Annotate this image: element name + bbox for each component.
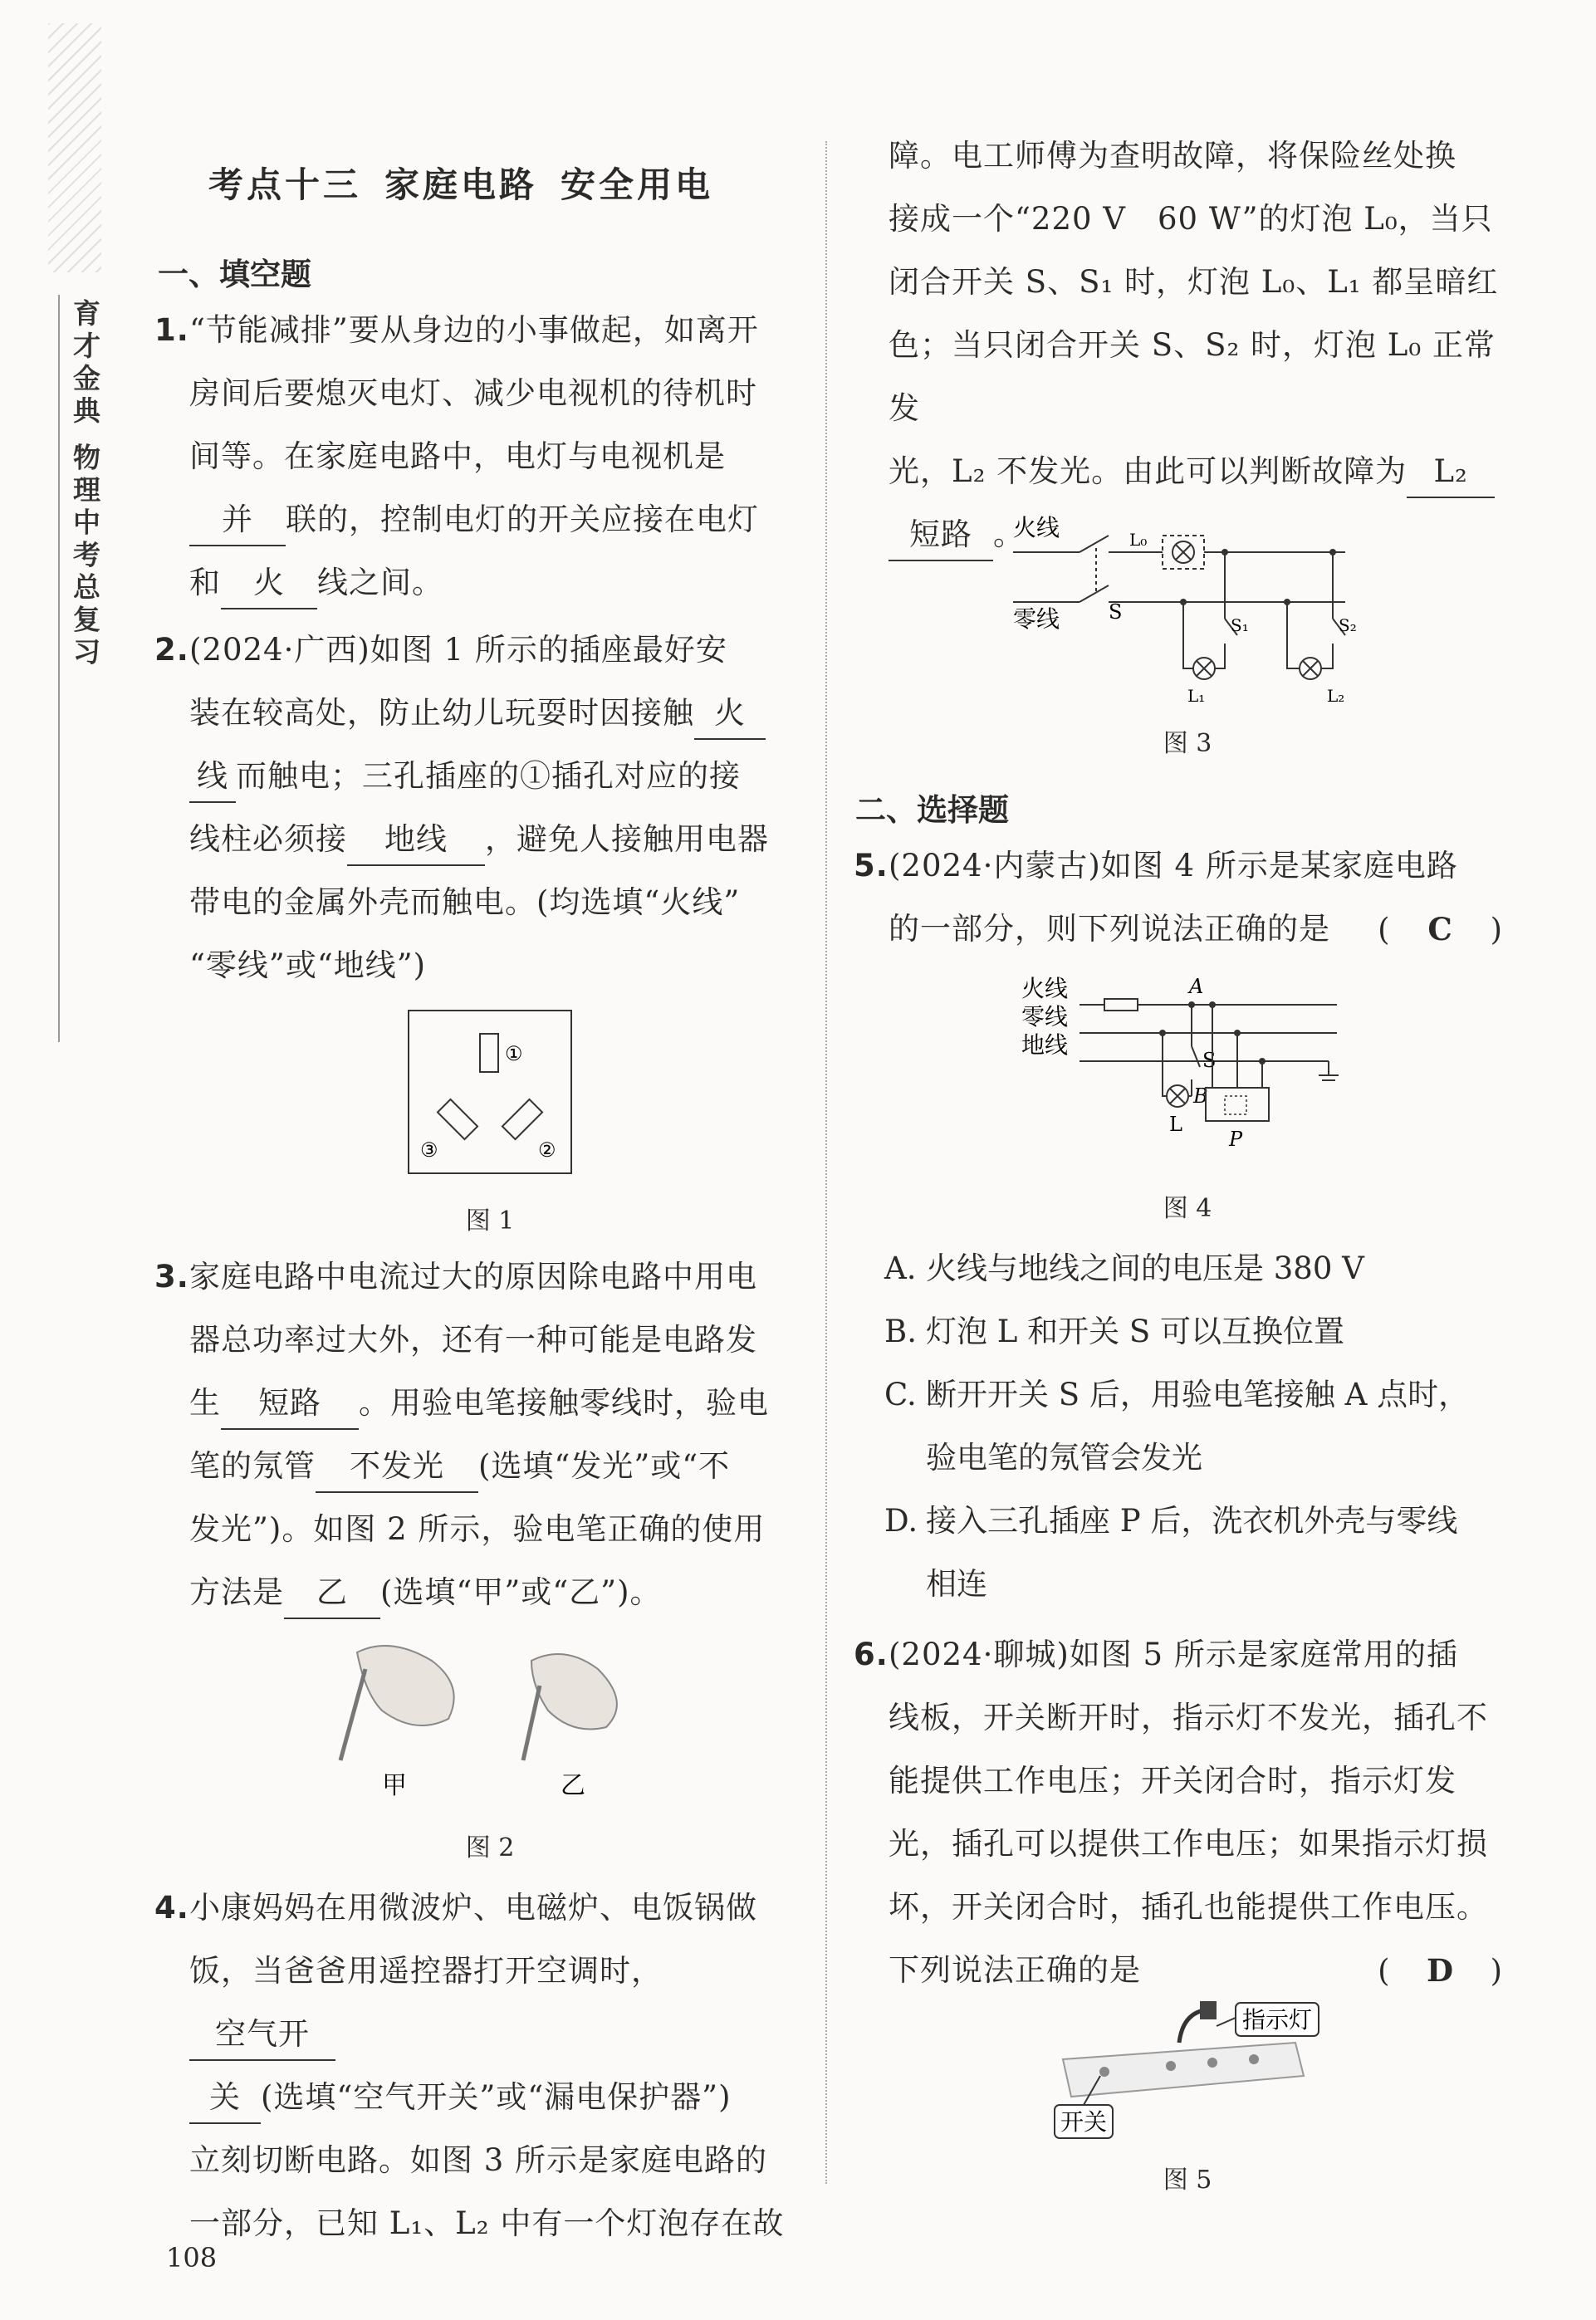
answer-blank: 火 (221, 558, 317, 609)
svg-text:①: ① (505, 1042, 523, 1065)
answer-blank: 地线 (347, 815, 485, 866)
svg-text:③: ③ (420, 1138, 438, 1162)
answer-blank: 短路 (889, 510, 993, 561)
book-series-title: 育才金典 物理中考总复习 (69, 299, 101, 670)
question-6: 6. (2024·聊城)如图 5 所示是家庭常用的插 线板，开关断开时，指示灯不发光，插孔不 能提供工作电压；开关闭合时，指示灯发 光，插孔可以提供工作电压；如果指示灯损 坏，开关闭合时，插孔也能提供工作电压。 下列说法正确的是 ( D ) (889, 1623, 1503, 2002)
svg-text:S: S (1202, 1049, 1217, 1072)
decorative-hatch (48, 23, 101, 272)
svg-text:P: P (1229, 1128, 1243, 1151)
question-4-continued: 障。电工师傅为查明故障，将保险丝处换 接成一个“220 V 60 W”的灯泡 L₀，当只 闭合开关 S、S₁ 时，灯泡 L₀、L₁ 都呈暗红 色；当只闭合开关 S、S₂ 时，灯泡 L₀ 正常发 光，L₂ 不发光。由此可以判断故障为 L₂ 短路 。 (889, 125, 1503, 566)
svg-text:火线: 火线 (1013, 514, 1060, 541)
figure-3-caption: 图 3 (1163, 729, 1212, 758)
svg-text:A: A (1189, 975, 1204, 998)
section-multiple-choice: 二、选择题 (855, 792, 1009, 828)
svg-text:L₂: L₂ (1327, 686, 1345, 706)
answer-blank: L₂ (1407, 447, 1495, 498)
svg-text:S: S (1109, 600, 1123, 624)
question-4: 4. 小康妈妈在用微波炉、电磁炉、电饭锅做 饭，当爸爸用遥控器打开空调时，空气开 关 (选填“空气开关”或“漏电保护器”) 立刻切断电路。如图 3 所示是家庭电路的 一部分，已知 L₁、L₂ 中有一个灯泡存在故 (154, 1890, 785, 2241)
figure-2-test-pen (324, 1636, 656, 1810)
option-a: A. 火线与地线之间的电压是 380 V (884, 1251, 1364, 1286)
svg-text:乙: 乙 (561, 1771, 585, 1800)
answer-blank: 关 (189, 2073, 261, 2124)
svg-text:零线: 零线 (1021, 1003, 1069, 1030)
svg-text:S₂: S₂ (1339, 615, 1357, 635)
svg-text:B: B (1193, 1084, 1208, 1108)
svg-text:L₁: L₁ (1187, 686, 1206, 706)
answer-blank: 空气开 (189, 2009, 335, 2061)
figure-1-socket (407, 1009, 573, 1175)
page-title: 考点十三 家庭电路 安全用电 (208, 164, 714, 205)
option-c: C. 断开开关 S 后，用验电笔接触 A 点时， 验电笔的氖管会发光 (884, 1377, 1470, 1476)
indicator-label: 指示灯 (1241, 2006, 1313, 2034)
figure-1-caption: 图 1 (465, 1206, 515, 1236)
answer-blank: 乙 (284, 1568, 380, 1619)
answer-blank: 不发光 (316, 1441, 478, 1493)
svg-text:②: ② (538, 1138, 556, 1162)
question-3: 3. 家庭电路中电流过大的原因除电路中用电 器总功率过大外，还有一种可能是电路发 生 短路 。用验电笔接触零线时，验电 笔的氖管 不发光 (选填“发光”或“不 发光”)。如图 2 所示，验电笔正确的使用 方法是 乙 (选填“甲”或“乙”)。 (189, 1246, 804, 1624)
answer-choice: D (1427, 1952, 1455, 1989)
answer-blank: 火 (694, 688, 766, 740)
question-2: 2. (2024·广西)如图 1 所示的插座最好安 装在较高处，防止幼儿玩耍时因接触 火 线 而触电；三孔插座的①插孔对应的接 线柱必须接 地线 ，避免人接触用电器 带电的金属外壳而触电。(均选填“火线” “零线”或“地线”) (154, 632, 769, 983)
switch-label: 开关 (1060, 2108, 1108, 2136)
option-d: D. 接入三孔插座 P 后，洗衣机外壳与零线 相连 (884, 1503, 1458, 1602)
answer-blank: 短路 (221, 1378, 359, 1430)
svg-text:地线: 地线 (1021, 1031, 1069, 1059)
svg-text:S₁: S₁ (1231, 615, 1249, 635)
svg-text:甲: 甲 (382, 1771, 407, 1800)
answer-choice: C (1427, 911, 1453, 947)
figure-4-circuit (1021, 972, 1370, 1162)
answer-blank: 并 (189, 495, 286, 546)
svg-text:零线: 零线 (1013, 605, 1060, 633)
page-number: 108 (166, 2242, 218, 2274)
svg-text:L: L (1169, 1113, 1182, 1136)
option-b: B. 灯泡 L 和开关 S 可以互换位置 (884, 1314, 1344, 1349)
question-1: 1. “节能减排”要从身边的小事做起，如离开 房间后要熄灭电灯、减少电视机的待机时 间等。在家庭电路中，电灯与电视机是 并 联的，控制电灯的开关应接在电灯 和 火 线之间。 (189, 299, 804, 614)
side-rule (58, 295, 60, 1042)
figure-3-circuit (1013, 511, 1378, 710)
question-5: 5. (2024·内蒙古)如图 4 所示是某家庭电路 的一部分，则下列说法正确的是 ( C ) (889, 835, 1503, 961)
figure-4-caption: 图 4 (1163, 1194, 1212, 1223)
svg-text:火线: 火线 (1021, 975, 1069, 1002)
section-fill-in: 一、填空题 (158, 257, 311, 292)
column-divider (825, 141, 827, 2184)
figure-5-caption: 图 5 (1163, 2166, 1212, 2195)
svg-text:L₀: L₀ (1129, 530, 1148, 550)
answer-blank: 线 (189, 751, 236, 803)
figure-5-power-strip (1046, 1993, 1345, 2142)
figure-2-caption: 图 2 (465, 1833, 515, 1862)
